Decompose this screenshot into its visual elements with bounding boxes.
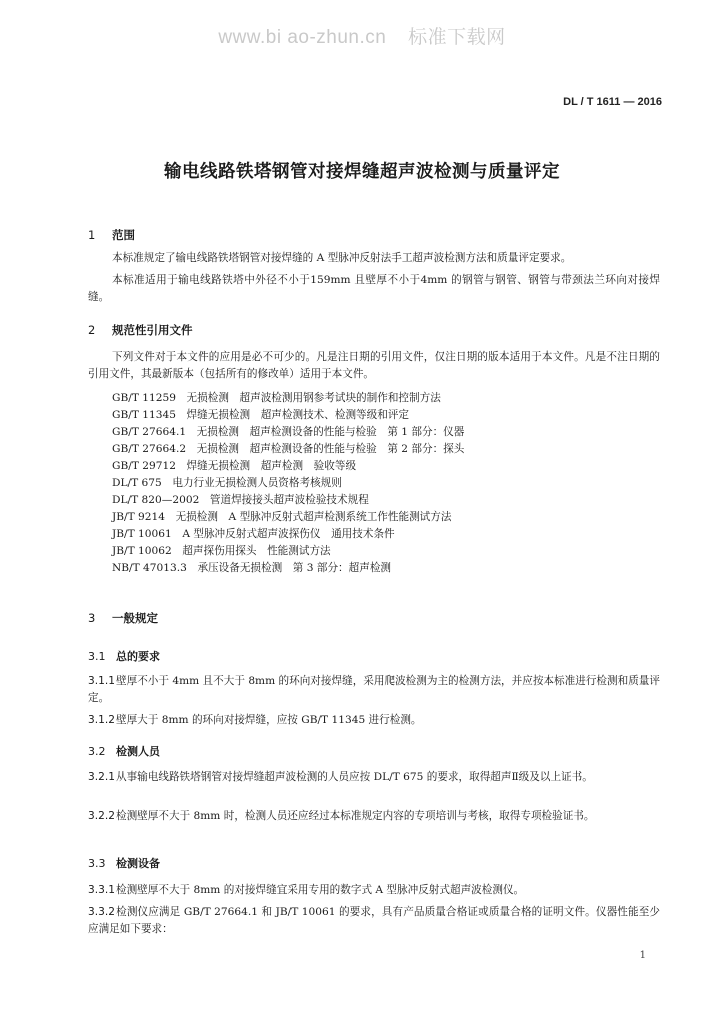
clause-number: 3.2.1: [88, 771, 115, 783]
section-title: 一般规定: [112, 611, 158, 625]
subsection-heading-personnel: [88, 743, 160, 759]
reference-item: DL/T 675 电力行业无损检测人员资格考核规则: [112, 477, 342, 489]
clause-text: 检测壁厚不大于 8mm 时，检测人员还应经过本标准规定内容的专项培训与考核，取得专项检验证书。: [116, 810, 595, 822]
reference-item: GB/T 29712 焊缝无损检测 超声检测 验收等级: [112, 460, 357, 472]
reference-item: JB/T 10061 A 型脉冲反射式超声波探伤仪 通用技术条件: [112, 528, 395, 540]
reference-item: NB/T 47013.3 承压设备无损检测 第 3 部分：超声检测: [112, 562, 392, 574]
subsection-heading-equipment: [88, 855, 160, 871]
scope-paragraph-2: 本标准适用于输电线路铁塔中外径不小于159mm 且壁厚不小于4mm 的钢管与钢管、钢管与带颈法兰环向对接焊缝。: [88, 274, 660, 303]
reference-list: [112, 390, 464, 577]
subsection-number: 3.2: [88, 745, 106, 758]
reference-item: GB/T 27664.2 无损检测 超声检测设备的性能与检验 第 2 部分：探头: [112, 443, 465, 455]
clause-3-1-2: [88, 712, 660, 729]
subsection-heading-general-requirements: [88, 648, 160, 664]
scope-paragraph-1: 本标准规定了输电线路铁塔钢管对接焊缝的 A 型脉冲反射法手工超声波检测方法和质量评定要求。: [112, 252, 572, 264]
clause-number: 3.2.2: [88, 810, 115, 822]
section-number: 3: [88, 611, 96, 625]
reference-item: JB/T 9214 无损检测 A 型脉冲反射式超声检测系统工作性能测试方法: [112, 511, 452, 523]
reference-item: GB/T 27664.1 无损检测 超声检测设备的性能与检验 第 1 部分：仪器: [112, 426, 465, 438]
reference-item: DL/T 820—2002 管道焊接接头超声波检验技术规程: [112, 494, 369, 506]
clause-text: 壁厚大于 8mm 的环向对接焊缝，应按 GB/T 11345 进行检测。: [116, 714, 422, 726]
document-title: 输电线路铁塔钢管对接焊缝超声波检测与质量评定: [164, 162, 560, 182]
reference-item: JB/T 10062 超声探伤用探头 性能测试方法: [112, 545, 331, 557]
clause-text: 检测壁厚不大于 8mm 的对接焊缝宜采用专用的数字式 A 型脉冲反射式超声波检测仪。: [116, 884, 525, 896]
subsection-title: 总的要求: [116, 650, 160, 663]
standard-number: DL / T 1611 — 2016: [563, 96, 662, 108]
section-heading-general: [88, 610, 158, 626]
watermark-url: www.bi ao-zhun.cn: [218, 27, 387, 48]
section-heading-normative: [88, 322, 193, 338]
clause-number: 3.1.1: [88, 675, 115, 687]
section-number: 2: [88, 323, 96, 337]
section-heading-scope: [88, 227, 135, 243]
subsection-number: 3.3: [88, 857, 106, 870]
clause-number: 3.3.2: [88, 906, 115, 918]
clause-text: 从事输电线路铁塔钢管对接焊缝超声波检测的人员应按 DL/T 675 的要求，取得超声Ⅱ级及以上证书。: [116, 771, 593, 783]
clause-text: 壁厚不小于 4mm 且不大于 8mm 的环向对接焊缝，采用爬波检测为主的检测方法，并应按本标准进行检测和质量评定。: [88, 675, 660, 704]
clause-number: 3.1.2: [88, 714, 115, 726]
clause-text: 检测仪应满足 GB/T 27664.1 和 JB/T 10061 的要求，具有产品质量合格证或质量合格的证明文件。仪器性能至少应满足如下要求：: [88, 906, 660, 935]
clause-3-3-2: [88, 904, 660, 938]
subsection-title: 检测设备: [116, 857, 160, 870]
reference-item: GB/T 11259 无损检测 超声波检测用钢参考试块的制作和控制方法: [112, 392, 441, 404]
section-title: 规范性引用文件: [112, 323, 193, 337]
subsection-title: 检测人员: [116, 745, 160, 758]
section-title: 范围: [112, 228, 135, 242]
clause-3-1-1: [88, 673, 660, 707]
clause-3-3-1: [88, 882, 660, 899]
page-number: 1: [639, 950, 646, 961]
watermark-site: 标准下载网: [408, 27, 506, 48]
section-number: 1: [88, 228, 96, 242]
normative-intro: 下列文件对于本文件的应用是必不可少的。凡是注日期的引用文件，仅注日期的版本适用于本文件。凡是不注日期的引用文件，其最新版本（包括所有的修改单）适用于本文件。: [88, 351, 660, 380]
subsection-number: 3.1: [88, 650, 106, 663]
reference-item: GB/T 11345 焊缝无损检测 超声检测技术、检测等级和评定: [112, 409, 410, 421]
clause-number: 3.3.1: [88, 884, 115, 896]
clause-3-2-2: [88, 808, 660, 825]
clause-3-2-1: [88, 769, 660, 786]
watermark: [0, 22, 724, 49]
